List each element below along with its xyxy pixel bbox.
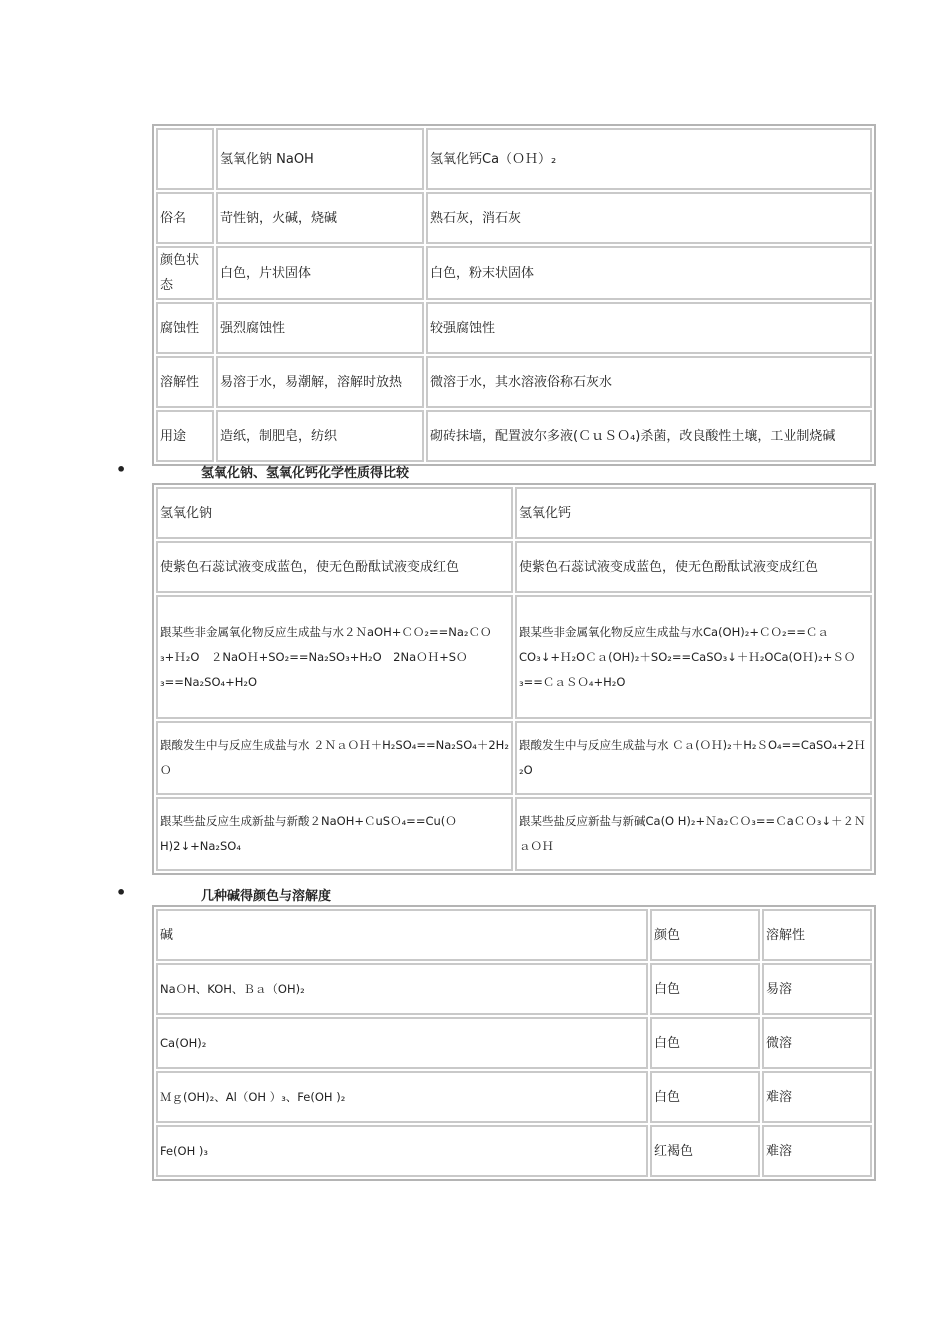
table-cell: Ca(OH)₂	[156, 1017, 648, 1069]
table-header-row	[156, 909, 872, 961]
table-cell: Ｍｇ(OH)₂、Al（OH ）₃、Fe(OH )₂	[156, 1071, 648, 1123]
table-cell: 微溶于水，其水溶液俗称石灰水	[426, 356, 872, 408]
table-cell: 氢氧化钠 NaOH	[216, 128, 424, 190]
table-row	[156, 1125, 872, 1177]
bullet-icon: •	[116, 460, 127, 479]
table-cell: 白色	[650, 963, 760, 1015]
naoh-caoh2-properties-table	[152, 124, 876, 466]
table-cell	[156, 128, 214, 190]
table-row	[156, 595, 872, 719]
table-row	[156, 246, 872, 300]
base-color-solubility-table	[152, 905, 876, 1181]
table-cell: 氢氧化钙	[515, 487, 872, 539]
table-cell: 腐蚀性	[156, 302, 214, 354]
table-cell: NaＯH、KOH、Ｂａ（OH)₂	[156, 963, 648, 1015]
table-row	[156, 356, 872, 408]
table-row	[156, 302, 872, 354]
table-cell: 跟某些非金属氧化物反应生成盐与水Ca(OH)₂+ＣＯ₂==ＣａCO₃↓+Ｈ₂OＣａ(OH)₂＋SO₂==CaSO₃↓＋Ｈ₂OCa(OＨ)₂+ＳＯ₃==ＣａＳＯ₄+H₂O	[515, 595, 872, 719]
table-cell: 碱	[156, 909, 648, 961]
table-cell: 使紫色石蕊试液变成蓝色，使无色酚酞试液变成红色	[515, 541, 872, 593]
table-cell: 氢氧化钙Ca（ＯＨ）₂	[426, 128, 872, 190]
table-cell: 颜色	[650, 909, 760, 961]
table-cell: 白色，粉末状固体	[426, 246, 872, 300]
table-row	[156, 1071, 872, 1123]
table-cell: 氢氧化钠	[156, 487, 513, 539]
table-cell: 熟石灰，消石灰	[426, 192, 872, 244]
table-cell: 使紫色石蕊试液变成蓝色，使无色酚酞试液变成红色	[156, 541, 513, 593]
table-header-row	[156, 128, 872, 190]
table-cell: 强烈腐蚀性	[216, 302, 424, 354]
section-title: 几种碱得颜色与溶解度	[201, 889, 332, 904]
table-cell: 白色	[650, 1071, 760, 1123]
table-cell: 溶解性	[156, 356, 214, 408]
table-row	[156, 721, 872, 795]
table-cell: 苛性钠，火碱，烧碱	[216, 192, 424, 244]
table-row	[156, 541, 872, 593]
table-cell: 跟某些盐反应生成新盐与新酸２NaOH+ＣuSＯ₄==Cu(ＯH)2↓+Na₂SO₄	[156, 797, 513, 871]
table-cell: 溶解性	[762, 909, 872, 961]
table-cell: 微溶	[762, 1017, 872, 1069]
table-cell: 难溶	[762, 1071, 872, 1123]
table-cell: 跟某些盐反应新盐与新碱Ca(O H)₂+Ｎa₂ＣＯ₃==ＣaＣＯ₃↓＋２ＮａＯＨ	[515, 797, 872, 871]
bullet-icon: •	[116, 883, 127, 902]
table-row	[156, 410, 872, 462]
table-cell: 跟酸发生中与反应生成盐与水 ２ＮａＯＨ＋H₂SO₄==Na₂SO₄＋2H₂Ｏ	[156, 721, 513, 795]
table-cell: 颜色状态	[156, 246, 214, 300]
table-cell: 难溶	[762, 1125, 872, 1177]
table-cell: 俗名	[156, 192, 214, 244]
table-cell: 砌砖抹墙，配置波尔多液(ＣｕＳＯ₄)杀菌，改良酸性土壤，工业制烧碱	[426, 410, 872, 462]
chemical-properties-comparison-table	[152, 483, 876, 875]
table-header-row	[156, 487, 872, 539]
table-cell: Fe(OH )₃	[156, 1125, 648, 1177]
table-row	[156, 963, 872, 1015]
table-cell: 白色	[650, 1017, 760, 1069]
table-cell: 跟某些非金属氧化物反应生成盐与水２ＮaOH+ＣＯ₂==Na₂ＣＯ₃+Ｈ₂O ２NaOＨ+SO₂==Na₂SO₃+H₂O 2NaＯＨ+SＯ₃==Na₂SO₄+H₂O	[156, 595, 513, 719]
table-cell: 造纸，制肥皂，纺织	[216, 410, 424, 462]
table-cell: 白色，片状固体	[216, 246, 424, 300]
table-cell: 易溶于水，易潮解，溶解时放热	[216, 356, 424, 408]
table-cell: 用途	[156, 410, 214, 462]
table-cell: 易溶	[762, 963, 872, 1015]
table-cell: 较强腐蚀性	[426, 302, 872, 354]
table-cell: 跟酸发生中与反应生成盐与水 Ｃａ(ＯＨ)₂＋H₂ＳO₄==CaSO₄+2Ｈ₂O	[515, 721, 872, 795]
table-row	[156, 1017, 872, 1069]
table-row	[156, 192, 872, 244]
table-cell: 红褐色	[650, 1125, 760, 1177]
section-title: 氢氧化钠、氢氧化钙化学性质得比较	[201, 466, 410, 481]
table-row	[156, 797, 872, 871]
